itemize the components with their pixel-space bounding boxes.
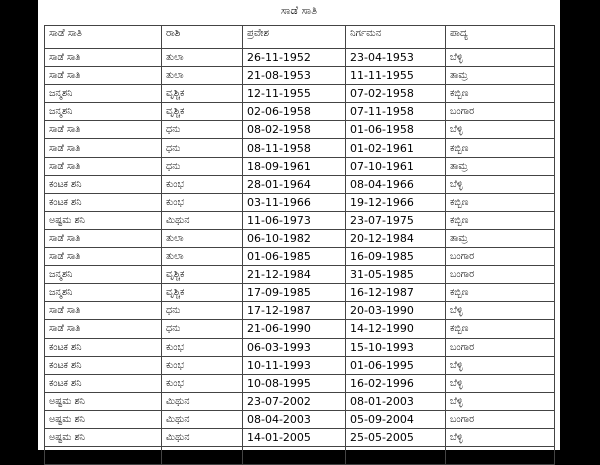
entry-date-cell: 02-06-1958 [243,103,346,121]
exit-date-cell: 25-05-2005 [346,428,446,446]
column-header-period: ಸಾಡೆ ಸಾತಿ [45,26,162,49]
entry-date-cell: 18-09-1961 [243,157,346,175]
rashi-cell: ವೃಶ್ಚಿಕ [162,284,243,302]
table-row [45,175,555,193]
exit-date-cell: 05-09-2004 [346,410,446,428]
table-row [45,356,555,374]
rashi-cell: ಮಿಥುನ [162,211,243,229]
period-cell: ಜನ್ಮಶನಿ [45,266,162,284]
exit-date-cell: 16-02-1996 [346,374,446,392]
period-cell: ಕಂಟಕ ಶನಿ [45,374,162,392]
column-header-rashi: ರಾಶಿ [162,26,243,49]
rashi-cell: ಕುಂಭ [162,356,243,374]
period-cell: ಸಾಡೆ ಸಾತಿ [45,229,162,247]
metal-cell: ತಾಮ್ರ [446,157,555,175]
exit-date-cell: 08-01-2003 [346,392,446,410]
rashi-cell: ಧನು [162,139,243,157]
exit-date-cell: 15-05-2012 [346,447,446,465]
table-row [45,139,555,157]
period-cell: ಕಂಟಕ ಶನಿ [45,175,162,193]
entry-date-cell: 21-12-1984 [243,266,346,284]
metal-cell: ಬಂಗಾರ [446,248,555,266]
rashi-cell: ಧನು [162,302,243,320]
metal-cell: ಕಬ್ಬಿಣ [446,447,555,465]
entry-date-cell: 08-11-1958 [243,139,346,157]
column-header-metal: ಪಾದ್ಯ [446,26,555,49]
table-row [45,211,555,229]
entry-date-cell: 10-11-1993 [243,356,346,374]
period-cell: ಸಾಡೆ ಸಾತಿ [45,302,162,320]
entry-date-cell: 23-07-2002 [243,392,346,410]
entry-date-cell: 03-11-1966 [243,193,346,211]
metal-cell: ಬೆಳ್ಳಿ [446,302,555,320]
period-cell: ಅಷ್ಟಮ ಶನಿ [45,410,162,428]
metal-cell: ಕಬ್ಬಿಣ [446,85,555,103]
period-cell: ಜನ್ಮಶನಿ [45,85,162,103]
exit-date-cell: 01-02-1961 [346,139,446,157]
period-cell: ಸಾಡೆ ಸಾತಿ [45,320,162,338]
table-row [45,157,555,175]
table-row [45,248,555,266]
exit-date-cell: 16-09-1985 [346,248,446,266]
rashi-cell: ತುಲಾ [162,67,243,85]
period-cell: ಸಾಡೆ ಸಾತಿ [45,49,162,67]
table-row [45,447,555,465]
table-row [45,374,555,392]
rashi-cell: ಮಿಥುನ [162,392,243,410]
period-cell: ಸಾಡೆ ಸಾತಿ [45,248,162,266]
rashi-cell: ತುಲಾ [162,447,243,465]
period-cell: ಸಾಡೆ ಸಾತಿ [45,139,162,157]
sade-sati-table [44,25,555,465]
period-cell: ಕಂಟಕ ಶನಿ [45,338,162,356]
rashi-cell: ಕುಂಭ [162,175,243,193]
metal-cell: ಬಂಗಾರ [446,103,555,121]
exit-date-cell: 07-10-1961 [346,157,446,175]
rashi-cell: ವೃಶ್ಚಿಕ [162,266,243,284]
entry-date-cell: 21-06-1990 [243,320,346,338]
exit-date-cell: 16-12-1987 [346,284,446,302]
period-cell: ಕಂಟಕ ಶನಿ [45,356,162,374]
metal-cell: ಕಬ್ಬಿಣ [446,193,555,211]
table-row [45,103,555,121]
exit-date-cell: 07-11-1958 [346,103,446,121]
column-header-entry: ಪ್ರವೇಶ [243,26,346,49]
metal-cell: ಬೆಳ್ಳಿ [446,49,555,67]
rashi-cell: ತುಲಾ [162,49,243,67]
metal-cell: ಬೆಳ್ಳಿ [446,121,555,139]
rashi-cell: ವೃಶ್ಚಿಕ [162,103,243,121]
exit-date-cell: 19-12-1966 [346,193,446,211]
entry-date-cell: 10-08-1995 [243,374,346,392]
page-title: ಸಾಡೆ ಸಾತಿ [280,4,318,17]
metal-cell: ತಾಮ್ರ [446,229,555,247]
entry-date-cell: 08-04-2003 [243,410,346,428]
rashi-cell: ವೃಶ್ಚಿಕ [162,85,243,103]
exit-date-cell: 20-12-1984 [346,229,446,247]
entry-date-cell: 08-02-1958 [243,121,346,139]
exit-date-cell: 08-04-1966 [346,175,446,193]
entry-date-cell: 06-03-1993 [243,338,346,356]
period-cell: ಸಾಡೆ ಸಾತಿ [45,447,162,465]
exit-date-cell: 15-10-1993 [346,338,446,356]
metal-cell: ಬೆಳ್ಳಿ [446,175,555,193]
period-cell: ಕಂಟಕ ಶನಿ [45,193,162,211]
exit-date-cell: 20-03-1990 [346,302,446,320]
table-row [45,121,555,139]
table-row [45,193,555,211]
entry-date-cell: 15-11-2011 [243,447,346,465]
exit-date-cell: 01-06-1995 [346,356,446,374]
metal-cell: ಬಂಗಾರ [446,410,555,428]
entry-date-cell: 14-01-2005 [243,428,346,446]
period-cell: ಸಾಡೆ ಸಾತಿ [45,121,162,139]
document-page [38,0,560,463]
entry-date-cell: 01-06-1985 [243,248,346,266]
metal-cell: ಬೆಳ್ಳಿ [446,392,555,410]
entry-date-cell: 11-06-1973 [243,211,346,229]
entry-date-cell: 06-10-1982 [243,229,346,247]
table-row [45,49,555,67]
metal-cell: ಕಬ್ಬಿಣ [446,211,555,229]
exit-date-cell: 01-06-1958 [346,121,446,139]
table-row [45,302,555,320]
period-cell: ಅಷ್ಟಮ ಶನಿ [45,392,162,410]
table-row [45,67,555,85]
table-row [45,85,555,103]
exit-date-cell: 11-11-1955 [346,67,446,85]
table-row [45,320,555,338]
metal-cell: ಕಬ್ಬಿಣ [446,320,555,338]
metal-cell: ಬಂಗಾರ [446,266,555,284]
entry-date-cell: 26-11-1952 [243,49,346,67]
table-body [45,49,555,465]
rashi-cell: ತುಲಾ [162,229,243,247]
entry-date-cell: 28-01-1964 [243,175,346,193]
period-cell: ಸಾಡೆ ಸಾತಿ [45,67,162,85]
table-row [45,229,555,247]
rashi-cell: ಧನು [162,320,243,338]
exit-date-cell: 31-05-1985 [346,266,446,284]
rashi-cell: ಕುಂಭ [162,338,243,356]
rashi-cell: ಧನು [162,157,243,175]
table-row [45,266,555,284]
metal-cell: ಬೆಳ್ಳಿ [446,374,555,392]
metal-cell: ಬೆಳ್ಳಿ [446,428,555,446]
table-header-row [45,26,555,49]
period-cell: ಜನ್ಮಶನಿ [45,284,162,302]
entry-date-cell: 21-08-1953 [243,67,346,85]
metal-cell: ಬಂಗಾರ [446,338,555,356]
metal-cell: ಕಬ್ಬಿಣ [446,139,555,157]
metal-cell: ತಾಮ್ರ [446,67,555,85]
metal-cell: ಕಬ್ಬಿಣ [446,284,555,302]
table-row [45,284,555,302]
period-cell: ಅಷ್ಟಮ ಶನಿ [45,428,162,446]
rashi-cell: ಮಿಥುನ [162,428,243,446]
rashi-cell: ಧನು [162,121,243,139]
column-header-exit: ನಿರ್ಗಮನ [346,26,446,49]
table-row [45,410,555,428]
exit-date-cell: 07-02-1958 [346,85,446,103]
table-row [45,338,555,356]
exit-date-cell: 14-12-1990 [346,320,446,338]
table-row [45,428,555,446]
entry-date-cell: 17-12-1987 [243,302,346,320]
metal-cell: ಬೆಳ್ಳಿ [446,356,555,374]
period-cell: ಜನ್ಮಶನಿ [45,103,162,121]
exit-date-cell: 23-07-1975 [346,211,446,229]
rashi-cell: ಕುಂಭ [162,193,243,211]
table-row [45,392,555,410]
rashi-cell: ಮಿಥುನ [162,410,243,428]
period-cell: ಸಾಡೆ ಸಾತಿ [45,157,162,175]
entry-date-cell: 17-09-1985 [243,284,346,302]
period-cell: ಅಷ್ಟಮ ಶನಿ [45,211,162,229]
rashi-cell: ಕುಂಭ [162,374,243,392]
entry-date-cell: 12-11-1955 [243,85,346,103]
rashi-cell: ತುಲಾ [162,248,243,266]
exit-date-cell: 23-04-1953 [346,49,446,67]
